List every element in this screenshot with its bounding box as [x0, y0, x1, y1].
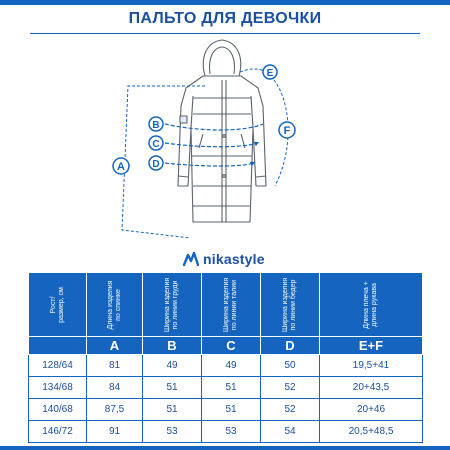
cell-size: 128/64 — [29, 355, 87, 377]
svg-text:C: C — [152, 139, 160, 150]
cell-d: 52 — [261, 377, 320, 399]
label-b — [149, 117, 163, 131]
cell-a: 91 — [87, 421, 143, 443]
cell-size: 140/68 — [29, 399, 87, 421]
cell-size: 146/72 — [29, 421, 87, 443]
cell-c: 51 — [202, 377, 261, 399]
cell-ef: 20,5+48,5 — [320, 421, 423, 443]
cell-ef: 19,5+41 — [320, 355, 423, 377]
svg-text:D: D — [152, 159, 160, 170]
cell-b: 51 — [143, 377, 202, 399]
label-e — [263, 65, 277, 79]
header-b: Ширина изделия по линии груди — [143, 273, 202, 337]
cell-c: 49 — [202, 355, 261, 377]
brand-logo — [183, 249, 265, 269]
svg-text:B: B — [152, 120, 160, 131]
cell-a: 87,5 — [87, 399, 143, 421]
label-d — [149, 156, 163, 170]
svg-text:A: A — [117, 161, 125, 173]
cell-c: 51 — [202, 399, 261, 421]
label-a — [113, 158, 129, 174]
letter-b: B — [143, 337, 202, 355]
table-header-descriptions — [29, 273, 423, 337]
header-d: Ширина изделия по линии бедер — [261, 273, 320, 337]
table-row — [29, 355, 423, 377]
header-height-size: Рост/ размер, см — [29, 273, 87, 337]
brand-zigzag-icon — [183, 252, 199, 266]
header-ef: Длина плеча + длина рукава — [320, 273, 423, 337]
cell-ef: 20+46 — [320, 399, 423, 421]
cell-b: 53 — [143, 421, 202, 443]
letter-c: C — [202, 337, 261, 355]
coat-measurement-diagram — [0, 36, 450, 248]
cell-d: 52 — [261, 399, 320, 421]
cell-d: 50 — [261, 355, 320, 377]
cell-a: 81 — [87, 355, 143, 377]
cell-b: 49 — [143, 355, 202, 377]
svg-text:F: F — [283, 125, 291, 137]
cell-d: 54 — [261, 421, 320, 443]
brand-name: nikastyle — [203, 251, 265, 267]
size-table — [28, 272, 423, 443]
title-divider — [30, 33, 420, 34]
table-row — [29, 399, 423, 421]
bottom-accent-bar — [0, 446, 450, 450]
letter-a: A — [87, 337, 143, 355]
top-accent-bar — [0, 0, 450, 5]
letter-d: D — [261, 337, 320, 355]
page-title: ПАЛЬТО ДЛЯ ДЕВОЧКИ — [128, 10, 322, 27]
table-row — [29, 377, 423, 399]
letter-empty — [29, 337, 87, 355]
table-row — [29, 421, 423, 443]
cell-b: 51 — [143, 399, 202, 421]
header-c: Ширина изделия по линии талии — [202, 273, 261, 337]
label-c — [149, 136, 163, 150]
table-header-letters — [29, 337, 423, 355]
letter-ef: E+F — [320, 337, 423, 355]
svg-text:E: E — [266, 68, 274, 79]
hooded-coat-outline-icon — [178, 40, 266, 222]
cell-a: 84 — [87, 377, 143, 399]
header-a: Длина изделия по спинке — [87, 273, 143, 337]
cell-ef: 20+43,5 — [320, 377, 423, 399]
cell-size: 134/68 — [29, 377, 87, 399]
cell-c: 53 — [202, 421, 261, 443]
label-f — [279, 122, 295, 138]
